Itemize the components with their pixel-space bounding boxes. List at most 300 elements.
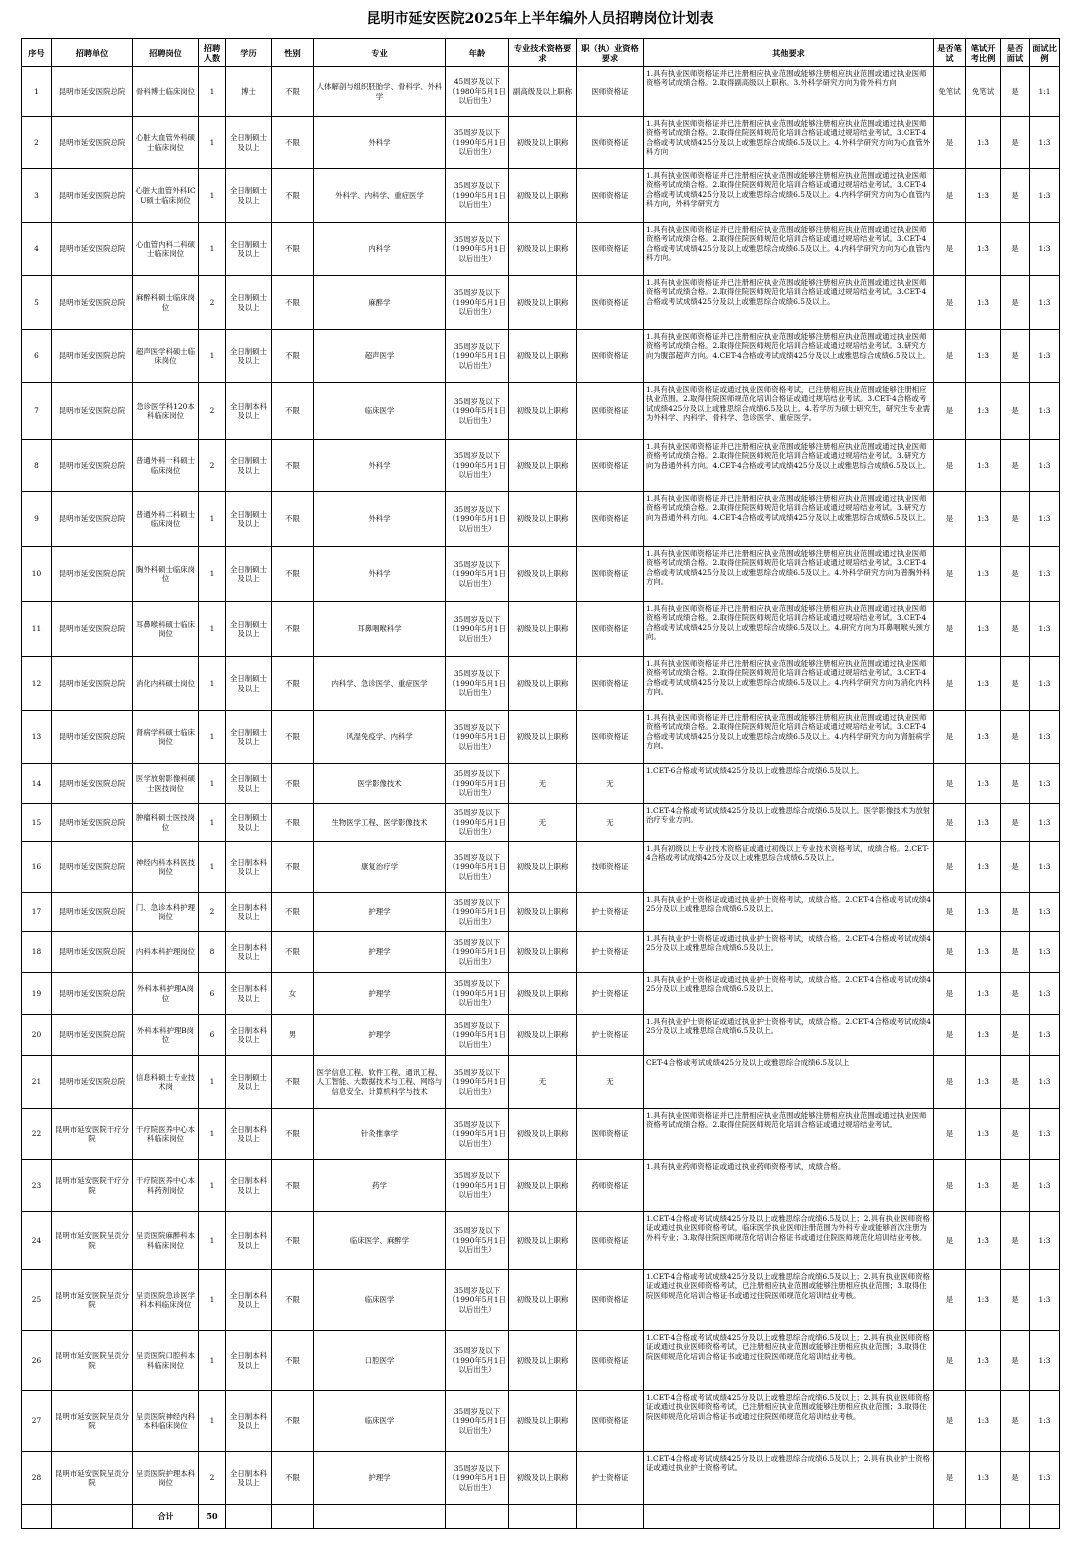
other-requirements: 1.具有执业护士资格证或通过执业护士资格考试，成绩合格。2.CET-4合格或考试成绩425分及以上或雅思综合成绩6.5及以上。 bbox=[644, 973, 934, 1015]
license: 医师资格证 bbox=[577, 1270, 644, 1331]
post-name: 信息科硕士专业技术岗 bbox=[133, 1056, 199, 1109]
table-row bbox=[22, 764, 1060, 804]
other-requirements: 1.CET-4合格或考试成绩425分及以上或雅思综合成绩6.5及以上；2.具有执业医师资格证或通过执业医师资格考试，已注册相应执业范围或能够注册相应执业范围；3.取得住院医师规范化培训合格证书或通过住院医师规范化培训结业考核。 bbox=[644, 1270, 934, 1331]
interview: 是 bbox=[1001, 1160, 1030, 1212]
gender: 不限 bbox=[272, 1056, 314, 1109]
education: 全日制本科及以上 bbox=[226, 1160, 272, 1212]
education: 全日制本科及以上 bbox=[226, 383, 272, 440]
hire-count: 1 bbox=[199, 1270, 226, 1331]
recruiting-unit: 昆明市延安医院总院 bbox=[52, 657, 133, 711]
major: 针灸推拿学 bbox=[314, 1109, 446, 1160]
license: 医师资格证 bbox=[577, 602, 644, 657]
interview: 是 bbox=[1001, 547, 1030, 602]
tech-qualification: 初级及以上职称 bbox=[509, 1160, 577, 1212]
other-requirements: 1.CET-4合格或考试成绩425分及以上或雅思综合成绩6.5及以上；2.具有执业医师资格证或通过执业医师资格考试，已注册相应执业范围或能够注册相应执业范围；3.取得住院医师规范化培训合格证书或通过住院医师规范化培训结业考核。 bbox=[644, 1331, 934, 1391]
license: 医师资格证 bbox=[577, 440, 644, 492]
written-ratio: 1:3 bbox=[966, 932, 1001, 973]
license: 护士资格证 bbox=[577, 932, 644, 973]
recruiting-unit: 昆明市延安医院总院 bbox=[52, 492, 133, 547]
row-index: 3 bbox=[22, 169, 52, 223]
row-index: 17 bbox=[22, 893, 52, 932]
written-test: 是 bbox=[934, 711, 966, 764]
license: 医师资格证 bbox=[577, 492, 644, 547]
education: 全日制硕士及以上 bbox=[226, 169, 272, 223]
gender: 不限 bbox=[272, 223, 314, 276]
written-ratio: 1:3 bbox=[966, 1452, 1001, 1505]
education: 全日制本科及以上 bbox=[226, 1109, 272, 1160]
age-limit: 35周岁及以下（1990年5月1日以后出生） bbox=[446, 1270, 509, 1331]
hire-count: 2 bbox=[199, 276, 226, 330]
table-row bbox=[22, 169, 1060, 223]
written-ratio: 1:3 bbox=[966, 547, 1001, 602]
row-index: 20 bbox=[22, 1015, 52, 1056]
table-row bbox=[22, 1270, 1060, 1331]
recruiting-unit: 昆明市延安医院呈贡分院 bbox=[52, 1391, 133, 1452]
age-limit: 35周岁及以下（1990年5月1日以后出生） bbox=[446, 276, 509, 330]
tech-qualification: 初级及以上职称 bbox=[509, 492, 577, 547]
row-index: 1 bbox=[22, 67, 52, 117]
tech-qualification: 初级及以上职称 bbox=[509, 602, 577, 657]
written-ratio: 1:3 bbox=[966, 492, 1001, 547]
gender: 不限 bbox=[272, 1452, 314, 1505]
other-requirements: 1.具有执业医师资格证并已注册相应执业范围或能够注册相应执业范围或通过执业医师资格考试成绩合格。2.取得住院医师规范化培训合格证或通过规培结业考试。3.研究方向为普通外科方向。4.CET-4合格或考试成绩425分及以上或雅思综合成绩6.5及以上。 bbox=[644, 440, 934, 492]
header-major: 专业 bbox=[314, 39, 446, 67]
education: 全日制硕士及以上 bbox=[226, 440, 272, 492]
written-ratio: 1:3 bbox=[966, 330, 1001, 383]
age-limit: 35周岁及以下（1990年5月1日以后出生） bbox=[446, 932, 509, 973]
written-ratio: 1:3 bbox=[966, 1331, 1001, 1391]
license: 医师资格证 bbox=[577, 1212, 644, 1270]
table-row bbox=[22, 1056, 1060, 1109]
major: 药学 bbox=[314, 1160, 446, 1212]
table-row bbox=[22, 330, 1060, 383]
written-test: 是 bbox=[934, 492, 966, 547]
hire-count: 1 bbox=[199, 223, 226, 276]
other-requirements: 1.CET-4合格或考试成绩425分及以上或雅思综合成绩6.5及以上。医学影像技术为放射治疗专业方向。 bbox=[644, 804, 934, 842]
interview-ratio: 1:3 bbox=[1030, 842, 1060, 893]
table-row bbox=[22, 1391, 1060, 1452]
tech-qualification: 副高级及以上职称 bbox=[509, 67, 577, 117]
written-test: 免笔试 bbox=[934, 67, 966, 117]
written-test: 是 bbox=[934, 383, 966, 440]
written-test: 是 bbox=[934, 893, 966, 932]
interview-ratio: 1:3 bbox=[1030, 117, 1060, 169]
row-index: 19 bbox=[22, 973, 52, 1015]
hire-count: 2 bbox=[199, 440, 226, 492]
post-name: 急诊医学科120本科临床岗位 bbox=[133, 383, 199, 440]
written-ratio: 1:3 bbox=[966, 440, 1001, 492]
row-index: 12 bbox=[22, 657, 52, 711]
license: 无 bbox=[577, 1056, 644, 1109]
interview-ratio: 1:3 bbox=[1030, 276, 1060, 330]
hire-count: 1 bbox=[199, 1160, 226, 1212]
table-row bbox=[22, 842, 1060, 893]
row-index: 2 bbox=[22, 117, 52, 169]
gender: 不限 bbox=[272, 932, 314, 973]
license: 医师资格证 bbox=[577, 657, 644, 711]
education: 全日制本科及以上 bbox=[226, 1212, 272, 1270]
tech-qualification: 初级及以上职称 bbox=[509, 842, 577, 893]
recruiting-unit: 昆明市延安医院总院 bbox=[52, 602, 133, 657]
interview: 是 bbox=[1001, 602, 1030, 657]
recruiting-unit: 昆明市延安医院总院 bbox=[52, 804, 133, 842]
recruiting-unit: 昆明市延安医院干疗分院 bbox=[52, 1109, 133, 1160]
written-test: 是 bbox=[934, 547, 966, 602]
tech-qualification: 初级及以上职称 bbox=[509, 330, 577, 383]
table-row bbox=[22, 223, 1060, 276]
education: 全日制本科及以上 bbox=[226, 842, 272, 893]
age-limit: 35周岁及以下（1990年5月1日以后出生） bbox=[446, 383, 509, 440]
education: 全日制本科及以上 bbox=[226, 1331, 272, 1391]
education: 全日制本科及以上 bbox=[226, 1391, 272, 1452]
interview-ratio: 1:3 bbox=[1030, 1212, 1060, 1270]
hire-count: 1 bbox=[199, 602, 226, 657]
age-limit: 35周岁及以下（1990年5月1日以后出生） bbox=[446, 169, 509, 223]
interview: 是 bbox=[1001, 657, 1030, 711]
interview-ratio: 1:3 bbox=[1030, 547, 1060, 602]
gender: 男 bbox=[272, 1015, 314, 1056]
written-test: 是 bbox=[934, 276, 966, 330]
gender: 不限 bbox=[272, 893, 314, 932]
license: 护士资格证 bbox=[577, 893, 644, 932]
total-count: 50 bbox=[199, 1505, 226, 1529]
age-limit: 35周岁及以下（1990年5月1日以后出生） bbox=[446, 893, 509, 932]
recruiting-unit: 昆明市延安医院总院 bbox=[52, 1056, 133, 1109]
hire-count: 1 bbox=[199, 711, 226, 764]
table-header-row bbox=[22, 39, 1060, 67]
gender: 不限 bbox=[272, 1109, 314, 1160]
major: 生物医学工程、医学影像技术 bbox=[314, 804, 446, 842]
interview-ratio: 1:3 bbox=[1030, 223, 1060, 276]
written-test: 是 bbox=[934, 973, 966, 1015]
license: 医师资格证 bbox=[577, 330, 644, 383]
other-requirements: 1.具有执业医师资格证并已注册相应执业范围或能够注册相应执业范围或通过执业医师资格考试成绩合格。2.取得住院医师规范化培训合格证或通过规培结业考试。3.CET-4合格或考试成绩425分及以上或雅思综合成绩6.5及以上。4.外科学研究方向为普胸外科方向。 bbox=[644, 547, 934, 602]
hire-count: 1 bbox=[199, 169, 226, 223]
header-written-test: 是否笔试 bbox=[934, 39, 966, 67]
interview: 是 bbox=[1001, 223, 1030, 276]
written-ratio: 1:3 bbox=[966, 602, 1001, 657]
interview-ratio: 1:3 bbox=[1030, 169, 1060, 223]
age-limit: 35周岁及以下（1990年5月1日以后出生） bbox=[446, 764, 509, 804]
post-name: 心脏大血管外科硕士临床岗位 bbox=[133, 117, 199, 169]
total-row bbox=[22, 1505, 1060, 1529]
major: 临床医学、麻醉学 bbox=[314, 1212, 446, 1270]
tech-qualification: 无 bbox=[509, 804, 577, 842]
other-requirements: 1.具有执业医师资格证并已注册相应执业范围或能够注册相应执业范围或通过执业医师资格考试成绩合格。2.取得住院医师规范化培训合格证或通过规培结业考试。3.研究方向为腹部超声方向。4.CET-4合格或考试成绩425分及以上或雅思综合成绩6.5及以上。 bbox=[644, 330, 934, 383]
tech-qualification: 初级及以上职称 bbox=[509, 932, 577, 973]
table-row bbox=[22, 973, 1060, 1015]
row-index: 9 bbox=[22, 492, 52, 547]
tech-qualification: 初级及以上职称 bbox=[509, 276, 577, 330]
major: 外科学 bbox=[314, 440, 446, 492]
age-limit: 35周岁及以下（1990年5月1日以后出生） bbox=[446, 440, 509, 492]
written-ratio: 1:3 bbox=[966, 1109, 1001, 1160]
header-interview-ratio: 面试比例 bbox=[1030, 39, 1060, 67]
tech-qualification: 初级及以上职称 bbox=[509, 1270, 577, 1331]
table-row bbox=[22, 1015, 1060, 1056]
interview: 是 bbox=[1001, 893, 1030, 932]
written-ratio: 1:3 bbox=[966, 223, 1001, 276]
interview-ratio: 1:3 bbox=[1030, 764, 1060, 804]
table-row bbox=[22, 1452, 1060, 1505]
gender: 不限 bbox=[272, 440, 314, 492]
interview-ratio: 1:3 bbox=[1030, 711, 1060, 764]
gender: 不限 bbox=[272, 383, 314, 440]
row-index: 11 bbox=[22, 602, 52, 657]
major: 口腔医学 bbox=[314, 1331, 446, 1391]
license: 无 bbox=[577, 764, 644, 804]
hire-count: 2 bbox=[199, 1452, 226, 1505]
gender: 不限 bbox=[272, 1160, 314, 1212]
interview-ratio: 1:3 bbox=[1030, 1109, 1060, 1160]
row-index: 22 bbox=[22, 1109, 52, 1160]
interview: 是 bbox=[1001, 1452, 1030, 1505]
written-ratio: 1:3 bbox=[966, 1160, 1001, 1212]
recruiting-unit: 昆明市延安医院总院 bbox=[52, 973, 133, 1015]
row-index: 26 bbox=[22, 1331, 52, 1391]
recruiting-unit: 昆明市延安医院总院 bbox=[52, 842, 133, 893]
tech-qualification: 初级及以上职称 bbox=[509, 1212, 577, 1270]
education: 全日制硕士及以上 bbox=[226, 602, 272, 657]
education: 全日制硕士及以上 bbox=[226, 711, 272, 764]
tech-qualification: 初级及以上职称 bbox=[509, 1331, 577, 1391]
gender: 不限 bbox=[272, 67, 314, 117]
hire-count: 1 bbox=[199, 1212, 226, 1270]
education: 全日制本科及以上 bbox=[226, 893, 272, 932]
other-requirements: 1.具有执业医师资格证并已注册相应执业范围或能够注册相应执业范围或通过执业医师资格考试成绩合格。2.取得住院医师规范化培训合格证或通过规培结业考试。3.CET-4合格或考试成绩425分及以上或雅思综合成绩6.5及以上。4.内科学研究方向为肾脏病学方向。 bbox=[644, 711, 934, 764]
license: 医师资格证 bbox=[577, 169, 644, 223]
written-ratio: 1:3 bbox=[966, 804, 1001, 842]
license: 护士资格证 bbox=[577, 1452, 644, 1505]
table-row bbox=[22, 492, 1060, 547]
gender: 不限 bbox=[272, 276, 314, 330]
interview-ratio: 1:3 bbox=[1030, 1056, 1060, 1109]
written-ratio: 1:3 bbox=[966, 383, 1001, 440]
interview-ratio: 1:3 bbox=[1030, 383, 1060, 440]
recruiting-unit: 昆明市延安医院总院 bbox=[52, 893, 133, 932]
row-index: 18 bbox=[22, 932, 52, 973]
recruiting-unit: 昆明市延安医院总院 bbox=[52, 67, 133, 117]
row-index: 7 bbox=[22, 383, 52, 440]
education: 全日制硕士及以上 bbox=[226, 764, 272, 804]
written-test: 是 bbox=[934, 1452, 966, 1505]
header-written-ratio: 笔试开考比例 bbox=[966, 39, 1001, 67]
hire-count: 1 bbox=[199, 1056, 226, 1109]
major: 护理学 bbox=[314, 1015, 446, 1056]
hire-count: 8 bbox=[199, 932, 226, 973]
major: 护理学 bbox=[314, 1452, 446, 1505]
age-limit: 35周岁及以下（1990年5月1日以后出生） bbox=[446, 1160, 509, 1212]
hire-count: 1 bbox=[199, 492, 226, 547]
other-requirements: 1.具有初级以上专业技术资格证或通过初级以上专业技术资格考试，成绩合格。2.CET-4合格或考试成绩425分及以上或雅思综合成绩6.5及以上。 bbox=[644, 842, 934, 893]
tech-qualification: 初级及以上职称 bbox=[509, 657, 577, 711]
gender: 不限 bbox=[272, 764, 314, 804]
row-index: 25 bbox=[22, 1270, 52, 1331]
education: 全日制硕士及以上 bbox=[226, 223, 272, 276]
age-limit: 35周岁及以下（1990年5月1日以后出生） bbox=[446, 1331, 509, 1391]
table-row bbox=[22, 657, 1060, 711]
total-label: 合计 bbox=[133, 1505, 199, 1529]
age-limit: 35周岁及以下（1990年5月1日以后出生） bbox=[446, 1452, 509, 1505]
major: 康复治疗学 bbox=[314, 842, 446, 893]
major: 护理学 bbox=[314, 973, 446, 1015]
post-name: 胸外科硕士临床岗位 bbox=[133, 547, 199, 602]
gender: 不限 bbox=[272, 169, 314, 223]
header-unit: 招聘单位 bbox=[52, 39, 133, 67]
other-requirements: 1.具有执业医师资格证并已注册相应执业范围或能够注册相应执业范围或通过执业医师资格考试成绩合格。2.取得住院医师规范化培训合格证或通过规培结业考试。3.CET-4合格或考试成绩425分及以上或雅思综合成绩6.5及以上。4.外科学研究方向为心血管外科方向 bbox=[644, 117, 934, 169]
age-limit: 35周岁及以下（1990年5月1日以后出生） bbox=[446, 330, 509, 383]
post-name: 医学放射影像科硕士医技岗位 bbox=[133, 764, 199, 804]
written-ratio: 1:3 bbox=[966, 842, 1001, 893]
education: 全日制硕士及以上 bbox=[226, 547, 272, 602]
gender: 不限 bbox=[272, 1331, 314, 1391]
row-index: 8 bbox=[22, 440, 52, 492]
interview: 是 bbox=[1001, 1212, 1030, 1270]
other-requirements: 1.具有执业医师资格证并已注册相应执业范围或能够注册相应执业范围或通过执业医师资格考试成绩合格。2.取得住院医师规范化培训合格证或通过规培结业考试。3.CET-4合格或考试成绩425分及以上或雅思综合成绩6.5及以上。4.内科学研究方向为心血管内科方向。 bbox=[644, 223, 934, 276]
interview: 是 bbox=[1001, 169, 1030, 223]
major: 超声医学 bbox=[314, 330, 446, 383]
interview-ratio: 1:1 bbox=[1030, 67, 1060, 117]
interview: 是 bbox=[1001, 492, 1030, 547]
written-ratio: 1:3 bbox=[966, 1212, 1001, 1270]
education: 全日制本科及以上 bbox=[226, 1270, 272, 1331]
row-index: 4 bbox=[22, 223, 52, 276]
education: 博士 bbox=[226, 67, 272, 117]
post-name: 肿瘤科硕士医技岗位 bbox=[133, 804, 199, 842]
other-requirements: 1.具有执业护士资格证或通过执业护士资格考试，成绩合格。2.CET-4合格或考试成绩425分及以上或雅思综合成绩6.5及以上。 bbox=[644, 1015, 934, 1056]
hire-count: 2 bbox=[199, 893, 226, 932]
hire-count: 1 bbox=[199, 804, 226, 842]
written-test: 是 bbox=[934, 1391, 966, 1452]
license: 医师资格证 bbox=[577, 1391, 644, 1452]
written-ratio: 1:3 bbox=[966, 1015, 1001, 1056]
gender: 不限 bbox=[272, 1391, 314, 1452]
header-index: 序号 bbox=[22, 39, 52, 67]
age-limit: 35周岁及以下（1990年5月1日以后出生） bbox=[446, 711, 509, 764]
other-requirements: CET-4合格或考试成绩425分及以上或雅思综合成绩6.5及以上 bbox=[644, 1056, 934, 1109]
written-test: 是 bbox=[934, 1015, 966, 1056]
other-requirements: 1.具有执业医师资格证并已注册相应执业范围或能够注册相应执业范围或通过执业医师资格考试成绩合格。2.取得副高级以上职称。3.外科学研究方向为骨外科方向 bbox=[644, 67, 934, 117]
post-name: 外科本科护理B岗位 bbox=[133, 1015, 199, 1056]
other-requirements: 1.具有执业医师资格证并已注册相应执业范围或能够注册相应执业范围或通过执业医师资格考试成绩合格。2.取得住院医师规范化培训合格证或通过规培结业考试。3.研究方向为普通外科方向。4.CET-4合格或考试成绩425分及以上或雅思综合成绩6.5及以上。 bbox=[644, 492, 934, 547]
other-requirements: 1.具有执业医师资格证并已注册相应执业范围或能够注册相应执业范围或通过执业医师资格考试成绩合格。2.取得住院医师规范化培训合格证或通过规培结业考试。3.CET-4合格或考试成绩425分及以上或雅思综合成绩6.5及以上。 bbox=[644, 276, 934, 330]
recruiting-unit: 昆明市延安医院干疗分院 bbox=[52, 1160, 133, 1212]
major: 临床医学 bbox=[314, 1270, 446, 1331]
major: 内科学、急诊医学、重症医学 bbox=[314, 657, 446, 711]
table-row bbox=[22, 276, 1060, 330]
license: 医师资格证 bbox=[577, 117, 644, 169]
hire-count: 1 bbox=[199, 1331, 226, 1391]
interview-ratio: 1:3 bbox=[1030, 1270, 1060, 1331]
gender: 女 bbox=[272, 973, 314, 1015]
education: 全日制硕士及以上 bbox=[226, 276, 272, 330]
major: 风湿免疫学、内科学 bbox=[314, 711, 446, 764]
recruiting-unit: 昆明市延安医院总院 bbox=[52, 223, 133, 276]
post-name: 普通外科二科硕士临床岗位 bbox=[133, 492, 199, 547]
recruiting-unit: 昆明市延安医院总院 bbox=[52, 547, 133, 602]
recruiting-unit: 昆明市延安医院总院 bbox=[52, 711, 133, 764]
written-test: 是 bbox=[934, 1212, 966, 1270]
tech-qualification: 初级及以上职称 bbox=[509, 169, 577, 223]
age-limit: 35周岁及以下（1990年5月1日以后出生） bbox=[446, 117, 509, 169]
row-index: 21 bbox=[22, 1056, 52, 1109]
header-gender: 性别 bbox=[272, 39, 314, 67]
age-limit: 35周岁及以下（1990年5月1日以后出生） bbox=[446, 223, 509, 276]
post-name: 干疗院医养中心本科药剂岗位 bbox=[133, 1160, 199, 1212]
written-test: 是 bbox=[934, 657, 966, 711]
gender: 不限 bbox=[272, 657, 314, 711]
recruiting-unit: 昆明市延安医院总院 bbox=[52, 169, 133, 223]
hire-count: 1 bbox=[199, 1109, 226, 1160]
table-row bbox=[22, 1160, 1060, 1212]
interview-ratio: 1:3 bbox=[1030, 657, 1060, 711]
table-row bbox=[22, 1331, 1060, 1391]
row-index: 24 bbox=[22, 1212, 52, 1270]
recruiting-unit: 昆明市延安医院总院 bbox=[52, 276, 133, 330]
row-index: 28 bbox=[22, 1452, 52, 1505]
interview-ratio: 1:3 bbox=[1030, 492, 1060, 547]
written-test: 是 bbox=[934, 1109, 966, 1160]
age-limit: 35周岁及以下（1990年5月1日以后出生） bbox=[446, 1056, 509, 1109]
written-test: 是 bbox=[934, 440, 966, 492]
recruitment-table bbox=[21, 38, 1060, 1529]
header-count: 招聘人数 bbox=[199, 39, 226, 67]
major: 外科学 bbox=[314, 117, 446, 169]
other-requirements: 1.具有执业医师资格证并已注册相应执业范围或能够注册相应执业范围或通过执业医师资格考试成绩合格。2.取得住院医师规范化培训合格证或通过规培结业考试。3.CET-4合格或考试成绩425分及以上或雅思综合成绩6.5及以上。4.研究方向为耳鼻咽喉头颈方向。 bbox=[644, 602, 934, 657]
interview-ratio: 1:3 bbox=[1030, 330, 1060, 383]
row-index: 27 bbox=[22, 1391, 52, 1452]
age-limit: 35周岁及以下（1990年5月1日以后出生） bbox=[446, 1015, 509, 1056]
interview: 是 bbox=[1001, 383, 1030, 440]
age-limit: 45周岁及以下（1980年5月1日以后出生） bbox=[446, 67, 509, 117]
written-ratio: 1:3 bbox=[966, 764, 1001, 804]
interview-ratio: 1:3 bbox=[1030, 932, 1060, 973]
recruiting-unit: 昆明市延安医院总院 bbox=[52, 932, 133, 973]
other-requirements: 1.CET-4合格或考试成绩425分及以上或雅思综合成绩6.5及以上；2.具有执业医师资格证或通过执业医师资格考试，已注册相应执业范围或能够注册相应执业范围；3.取得住院医师规范化培训合格证书或通过住院医师规范化培训结业考核。 bbox=[644, 1391, 934, 1452]
interview: 是 bbox=[1001, 842, 1030, 893]
education: 全日制硕士及以上 bbox=[226, 804, 272, 842]
education: 全日制硕士及以上 bbox=[226, 657, 272, 711]
license: 医师资格证 bbox=[577, 276, 644, 330]
gender: 不限 bbox=[272, 117, 314, 169]
interview: 是 bbox=[1001, 117, 1030, 169]
written-test: 是 bbox=[934, 1160, 966, 1212]
interview: 是 bbox=[1001, 330, 1030, 383]
tech-qualification: 初级及以上职称 bbox=[509, 1452, 577, 1505]
post-name: 消化内科硕士岗位 bbox=[133, 657, 199, 711]
header-tech-qualification: 专业技术资格要求 bbox=[509, 39, 577, 67]
post-name: 耳鼻喉科硕士临床岗位 bbox=[133, 602, 199, 657]
tech-qualification: 无 bbox=[509, 764, 577, 804]
tech-qualification: 初级及以上职称 bbox=[509, 383, 577, 440]
written-test: 是 bbox=[934, 804, 966, 842]
interview-ratio: 1:3 bbox=[1030, 440, 1060, 492]
post-name: 呈贡医院神经内科本科临床岗位 bbox=[133, 1391, 199, 1452]
other-requirements: 1.具有执业医师资格证或通过执业医师资格考试，已注册相应执业范围或能够注册相应执业范围。2.取得住院医师规范化培训合格证或通过规培结业考试。3.CET-4合格或考试成绩425分及以上或雅思综合成绩6.5及以上。4.若学历为硕士研究生，研究生专业需为外科学、内科学、骨科学、急诊医学、重症医学。 bbox=[644, 383, 934, 440]
interview: 是 bbox=[1001, 1270, 1030, 1331]
interview: 是 bbox=[1001, 932, 1030, 973]
tech-qualification: 初级及以上职称 bbox=[509, 1015, 577, 1056]
interview: 是 bbox=[1001, 764, 1030, 804]
written-ratio: 1:3 bbox=[966, 893, 1001, 932]
age-limit: 35周岁及以下（1990年5月1日以后出生） bbox=[446, 657, 509, 711]
table-row bbox=[22, 383, 1060, 440]
age-limit: 35周岁及以下（1990年5月1日以后出生） bbox=[446, 973, 509, 1015]
gender: 不限 bbox=[272, 842, 314, 893]
license: 无 bbox=[577, 804, 644, 842]
gender: 不限 bbox=[272, 1270, 314, 1331]
written-ratio: 免笔试 bbox=[966, 67, 1001, 117]
